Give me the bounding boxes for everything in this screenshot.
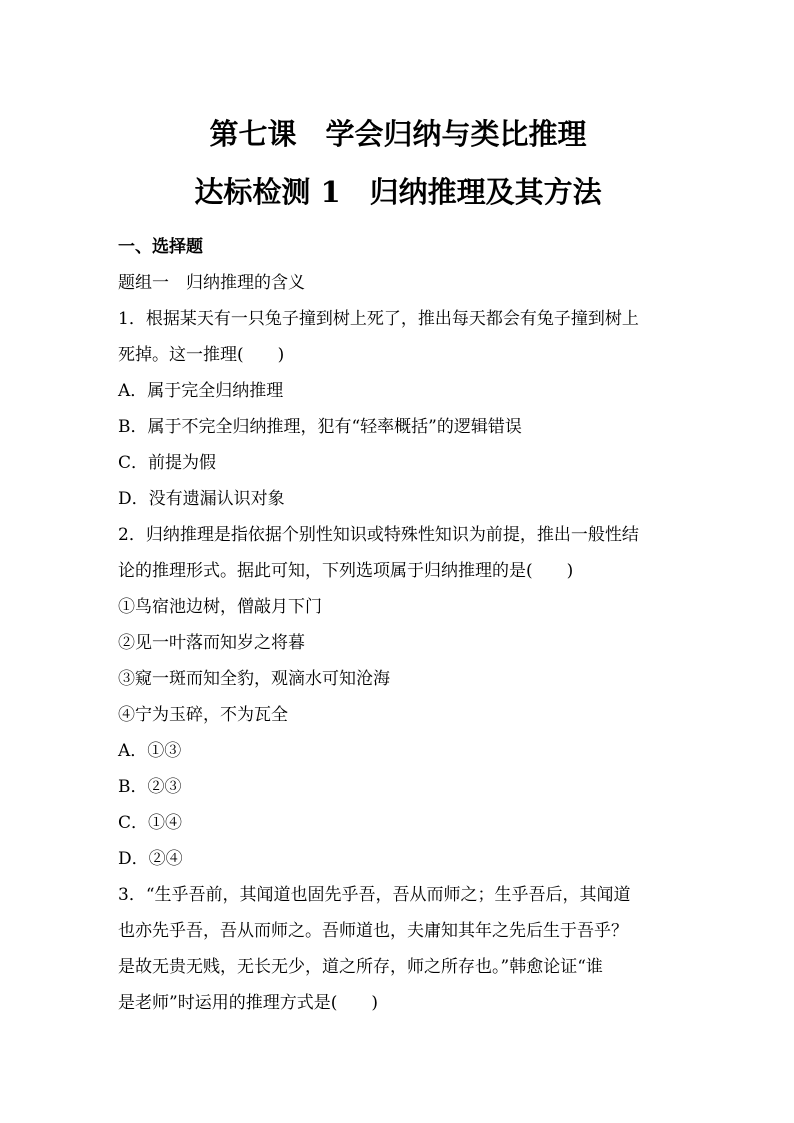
question-2-item-1: ①鸟宿池边树，僧敲月下门	[118, 597, 322, 617]
question-2-item-3: ③窥一斑而知全豹，观滴水可知沧海	[118, 669, 390, 689]
page-subtitle: 达标检测 1 归纳推理及其方法	[194, 175, 602, 209]
question-3-stem-line-3: 是故无贵无贱，无长无少，道之所存，师之所存也。”韩愈论证“谁	[118, 957, 603, 977]
question-2-option-a: A．①③	[118, 741, 182, 761]
question-3-stem-line-1: 3．“生乎吾前，其闻道也固先乎吾，吾从而师之；生乎吾后，其闻道	[118, 885, 631, 905]
question-1-stem-line-2: 死掉。这一推理( )	[118, 345, 285, 365]
page-title: 第七课 学会归纳与类比推理	[209, 117, 587, 151]
question-2-item-2: ②见一叶落而知岁之将暮	[118, 633, 305, 653]
question-2-item-4: ④宁为玉碎，不为瓦全	[118, 705, 288, 725]
question-3	[118, 877, 678, 1021]
group-heading: 题组一 归纳推理的含义	[118, 273, 305, 293]
section-heading: 一、选择题	[118, 237, 203, 257]
question-1-option-b: B．属于不完全归纳推理，犯有“轻率概括”的逻辑错误	[118, 417, 522, 437]
question-2-option-b: B．②③	[118, 777, 182, 797]
question-1	[118, 301, 678, 517]
question-2-stem-line-2: 论的推理形式。据此可知，下列选项属于归纳推理的是( )	[118, 561, 574, 581]
question-3-stem-line-4: 是老师”时运用的推理方式是( )	[118, 993, 378, 1013]
question-1-option-a: A．属于完全归纳推理	[118, 381, 284, 401]
question-1-option-d: D．没有遗漏认识对象	[118, 489, 285, 509]
question-2-option-c: C．①④	[118, 813, 183, 833]
question-1-option-c: C．前提为假	[118, 453, 217, 473]
question-2	[118, 517, 678, 877]
question-2-option-d: D．②④	[118, 849, 183, 869]
question-1-stem-line-1: 1．根据某天有一只兔子撞到树上死了，推出每天都会有兔子撞到树上	[118, 309, 639, 329]
question-2-stem-line-1: 2．归纳推理是指依据个别性知识或特殊性知识为前提，推出一般性结	[118, 525, 639, 545]
question-3-stem-line-2: 也亦先乎吾，吾从而师之。吾师道也，夫庸知其年之先后生于吾乎？	[118, 921, 628, 941]
